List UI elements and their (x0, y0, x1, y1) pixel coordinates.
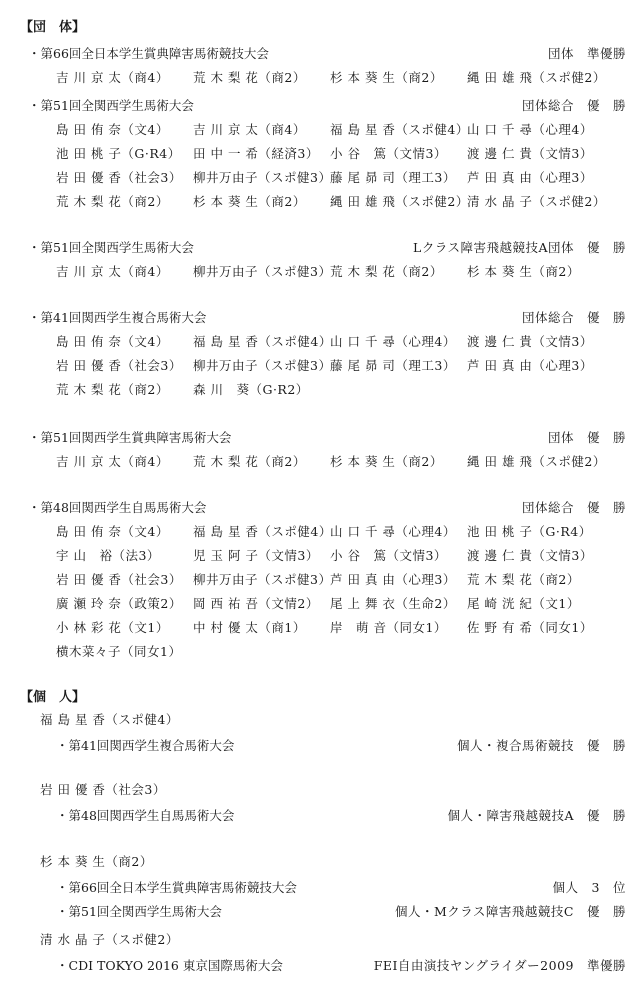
individual-event (56, 878, 626, 894)
member-name: 吉 川 京 太（商4） (56, 70, 169, 85)
individual-section-heading: 【個 人】 (20, 690, 86, 705)
member-name: 渡 邊 仁 貴（文情3） (467, 334, 593, 349)
member-name: 佐 野 有 希（同女1） (467, 620, 593, 635)
member-name: 池 田 桃 子（G·R4） (56, 146, 181, 161)
event-result: 個人 3 位 (552, 880, 626, 895)
member-name: 山 口 千 尋（心理4） (330, 524, 456, 539)
member-name: 吉 川 京 太（商4） (56, 264, 169, 279)
event-name: ・第66回全日本学生賞典障害馬術競技大会 (28, 46, 269, 61)
member-row (56, 452, 628, 468)
member-name: 芦 田 真 由（心理3） (330, 572, 456, 587)
member-name: 小 林 彩 花（文1） (56, 620, 169, 635)
member-name: 廣 瀬 玲 奈（政策2） (56, 596, 182, 611)
member-name: 柳井万由子（スポ健3） (193, 358, 332, 373)
member-row (56, 594, 628, 610)
individual-event (56, 902, 626, 918)
member-name: 尾 上 舞 衣（生命2） (330, 596, 456, 611)
event-result: FEI自由演技ヤングライダー2009 準優勝 (373, 958, 626, 973)
team-event (28, 238, 626, 254)
event-result: 団体総合 優 勝 (521, 98, 626, 113)
individual-event (56, 736, 626, 752)
member-name: 荒 木 梨 花（商2） (193, 70, 306, 85)
member-name: 荒 木 梨 花（商2） (56, 194, 169, 209)
event-name: ・第51回全関西学生馬術大会 (28, 240, 194, 255)
member-name: 島 田 侑 奈（文4） (56, 122, 169, 137)
member-name: 横木菜々子（同女1） (56, 644, 182, 659)
member-name: 柳井万由子（スポ健3） (193, 572, 332, 587)
member-name: 吉 川 京 太（商4） (56, 454, 169, 469)
team-event (28, 308, 626, 324)
member-name: 池 田 桃 子（G·R4） (467, 524, 592, 539)
member-name: 山 口 千 尋（心理4） (330, 334, 456, 349)
individual-name: 清 水 晶 子（スポ健2） (40, 932, 179, 947)
event-result: 団体総合 優 勝 (521, 500, 626, 515)
member-name: 杉 本 葵 生（商2） (193, 194, 306, 209)
member-name: 杉 本 葵 生（商2） (330, 70, 443, 85)
member-row (56, 192, 628, 208)
member-row (56, 144, 628, 160)
team-event (28, 428, 626, 444)
member-name: 島 田 侑 奈（文4） (56, 334, 169, 349)
team-section-heading: 【団 体】 (20, 20, 86, 35)
individual-name: 岩 田 優 香（社会3） (40, 782, 166, 797)
team-event (28, 96, 626, 112)
member-name: 杉 本 葵 生（商2） (467, 264, 580, 279)
member-name: 田 中 一 希（経済3） (193, 146, 319, 161)
member-name: 荒 木 梨 花（商2） (467, 572, 580, 587)
event-name: ・CDI TOKYO 2016 東京国際馬術大会 (56, 958, 283, 973)
event-result: 団体 優 勝 (547, 430, 626, 445)
event-name: ・第66回全日本学生賞典障害馬術競技大会 (56, 880, 297, 895)
member-name: 荒 木 梨 花（商2） (193, 454, 306, 469)
member-name: 杉 本 葵 生（商2） (330, 454, 443, 469)
member-name: 福 島 星 香（スポ健4） (193, 524, 332, 539)
member-name: 柳井万由子（スポ健3） (193, 264, 332, 279)
member-row (56, 262, 628, 278)
member-name: 荒 木 梨 花（商2） (330, 264, 443, 279)
member-row (56, 570, 628, 586)
individual-event (56, 806, 626, 822)
individual-event (56, 956, 626, 972)
team-event (28, 44, 626, 60)
event-result: 個人・Mクラス障害飛越競技C 優 勝 (395, 904, 626, 919)
member-name: 児 玉 阿 子（文情3） (193, 548, 319, 563)
member-name: 縄 田 雄 飛（スポ健2） (467, 70, 606, 85)
individual-name: 福 島 星 香（スポ健4） (40, 712, 179, 727)
member-name: 岸 萌 音（同女1） (330, 620, 447, 635)
team-event (28, 498, 626, 514)
event-result: 団体総合 優 勝 (521, 310, 626, 325)
member-name: 吉 川 京 太（商4） (193, 122, 306, 137)
member-name: 宇 山 裕（法3） (56, 548, 160, 563)
event-result: 団体 準優勝 (547, 46, 626, 61)
member-row (56, 618, 628, 634)
member-name: 芦 田 真 由（心理3） (467, 170, 593, 185)
member-name: 渡 邊 仁 貴（文情3） (467, 548, 593, 563)
event-name: ・第51回全関西学生馬術大会 (28, 98, 194, 113)
member-row (56, 356, 628, 372)
event-name: ・第41回関西学生複合馬術大会 (56, 738, 235, 753)
member-row (56, 168, 628, 184)
member-name: 山 口 千 尋（心理4） (467, 122, 593, 137)
member-row (56, 332, 628, 348)
member-name: 荒 木 梨 花（商2） (56, 382, 169, 397)
member-name: 森 川 葵（G·R2） (193, 382, 309, 397)
event-name: ・第51回全関西学生馬術大会 (56, 904, 222, 919)
member-name: 福 島 星 香（スポ健4） (330, 122, 469, 137)
member-name: 島 田 侑 奈（文4） (56, 524, 169, 539)
member-row (56, 120, 628, 136)
event-name: ・第41回関西学生複合馬術大会 (28, 310, 207, 325)
member-row (56, 522, 628, 538)
member-name: 藤 尾 昴 司（理工3） (330, 358, 456, 373)
member-name: 柳井万由子（スポ健3） (193, 170, 332, 185)
member-row (56, 380, 628, 396)
member-name: 小 谷 篤（文情3） (330, 146, 447, 161)
member-name: 清 水 晶 子（スポ健2） (467, 194, 606, 209)
event-result: 個人・複合馬術競技 優 勝 (456, 738, 626, 753)
member-row (56, 68, 628, 84)
member-name: 中 村 優 太（商1） (193, 620, 306, 635)
event-result: Lクラス障害飛越競技A団体 優 勝 (413, 240, 626, 255)
individual-name: 杉 本 葵 生（商2） (40, 854, 153, 869)
member-row (56, 642, 628, 658)
member-name: 小 谷 篤（文情3） (330, 548, 447, 563)
member-name: 岡 西 祐 吾（文情2） (193, 596, 319, 611)
member-name: 縄 田 雄 飛（スポ健2） (467, 454, 606, 469)
member-name: 岩 田 優 香（社会3） (56, 572, 182, 587)
member-name: 縄 田 雄 飛（スポ健2） (330, 194, 469, 209)
event-name: ・第48回関西学生自馬馬術大会 (56, 808, 235, 823)
event-name: ・第48回関西学生自馬馬術大会 (28, 500, 207, 515)
event-name: ・第51回関西学生賞典障害馬術大会 (28, 430, 232, 445)
member-name: 岩 田 優 香（社会3） (56, 358, 182, 373)
member-name: 岩 田 優 香（社会3） (56, 170, 182, 185)
member-name: 芦 田 真 由（心理3） (467, 358, 593, 373)
member-name: 藤 尾 昴 司（理工3） (330, 170, 456, 185)
member-name: 福 島 星 香（スポ健4） (193, 334, 332, 349)
member-name: 渡 邊 仁 貴（文情3） (467, 146, 593, 161)
event-result: 個人・障害飛越競技A 優 勝 (447, 808, 626, 823)
member-row (56, 546, 628, 562)
member-name: 尾 崎 洸 紀（文1） (467, 596, 580, 611)
